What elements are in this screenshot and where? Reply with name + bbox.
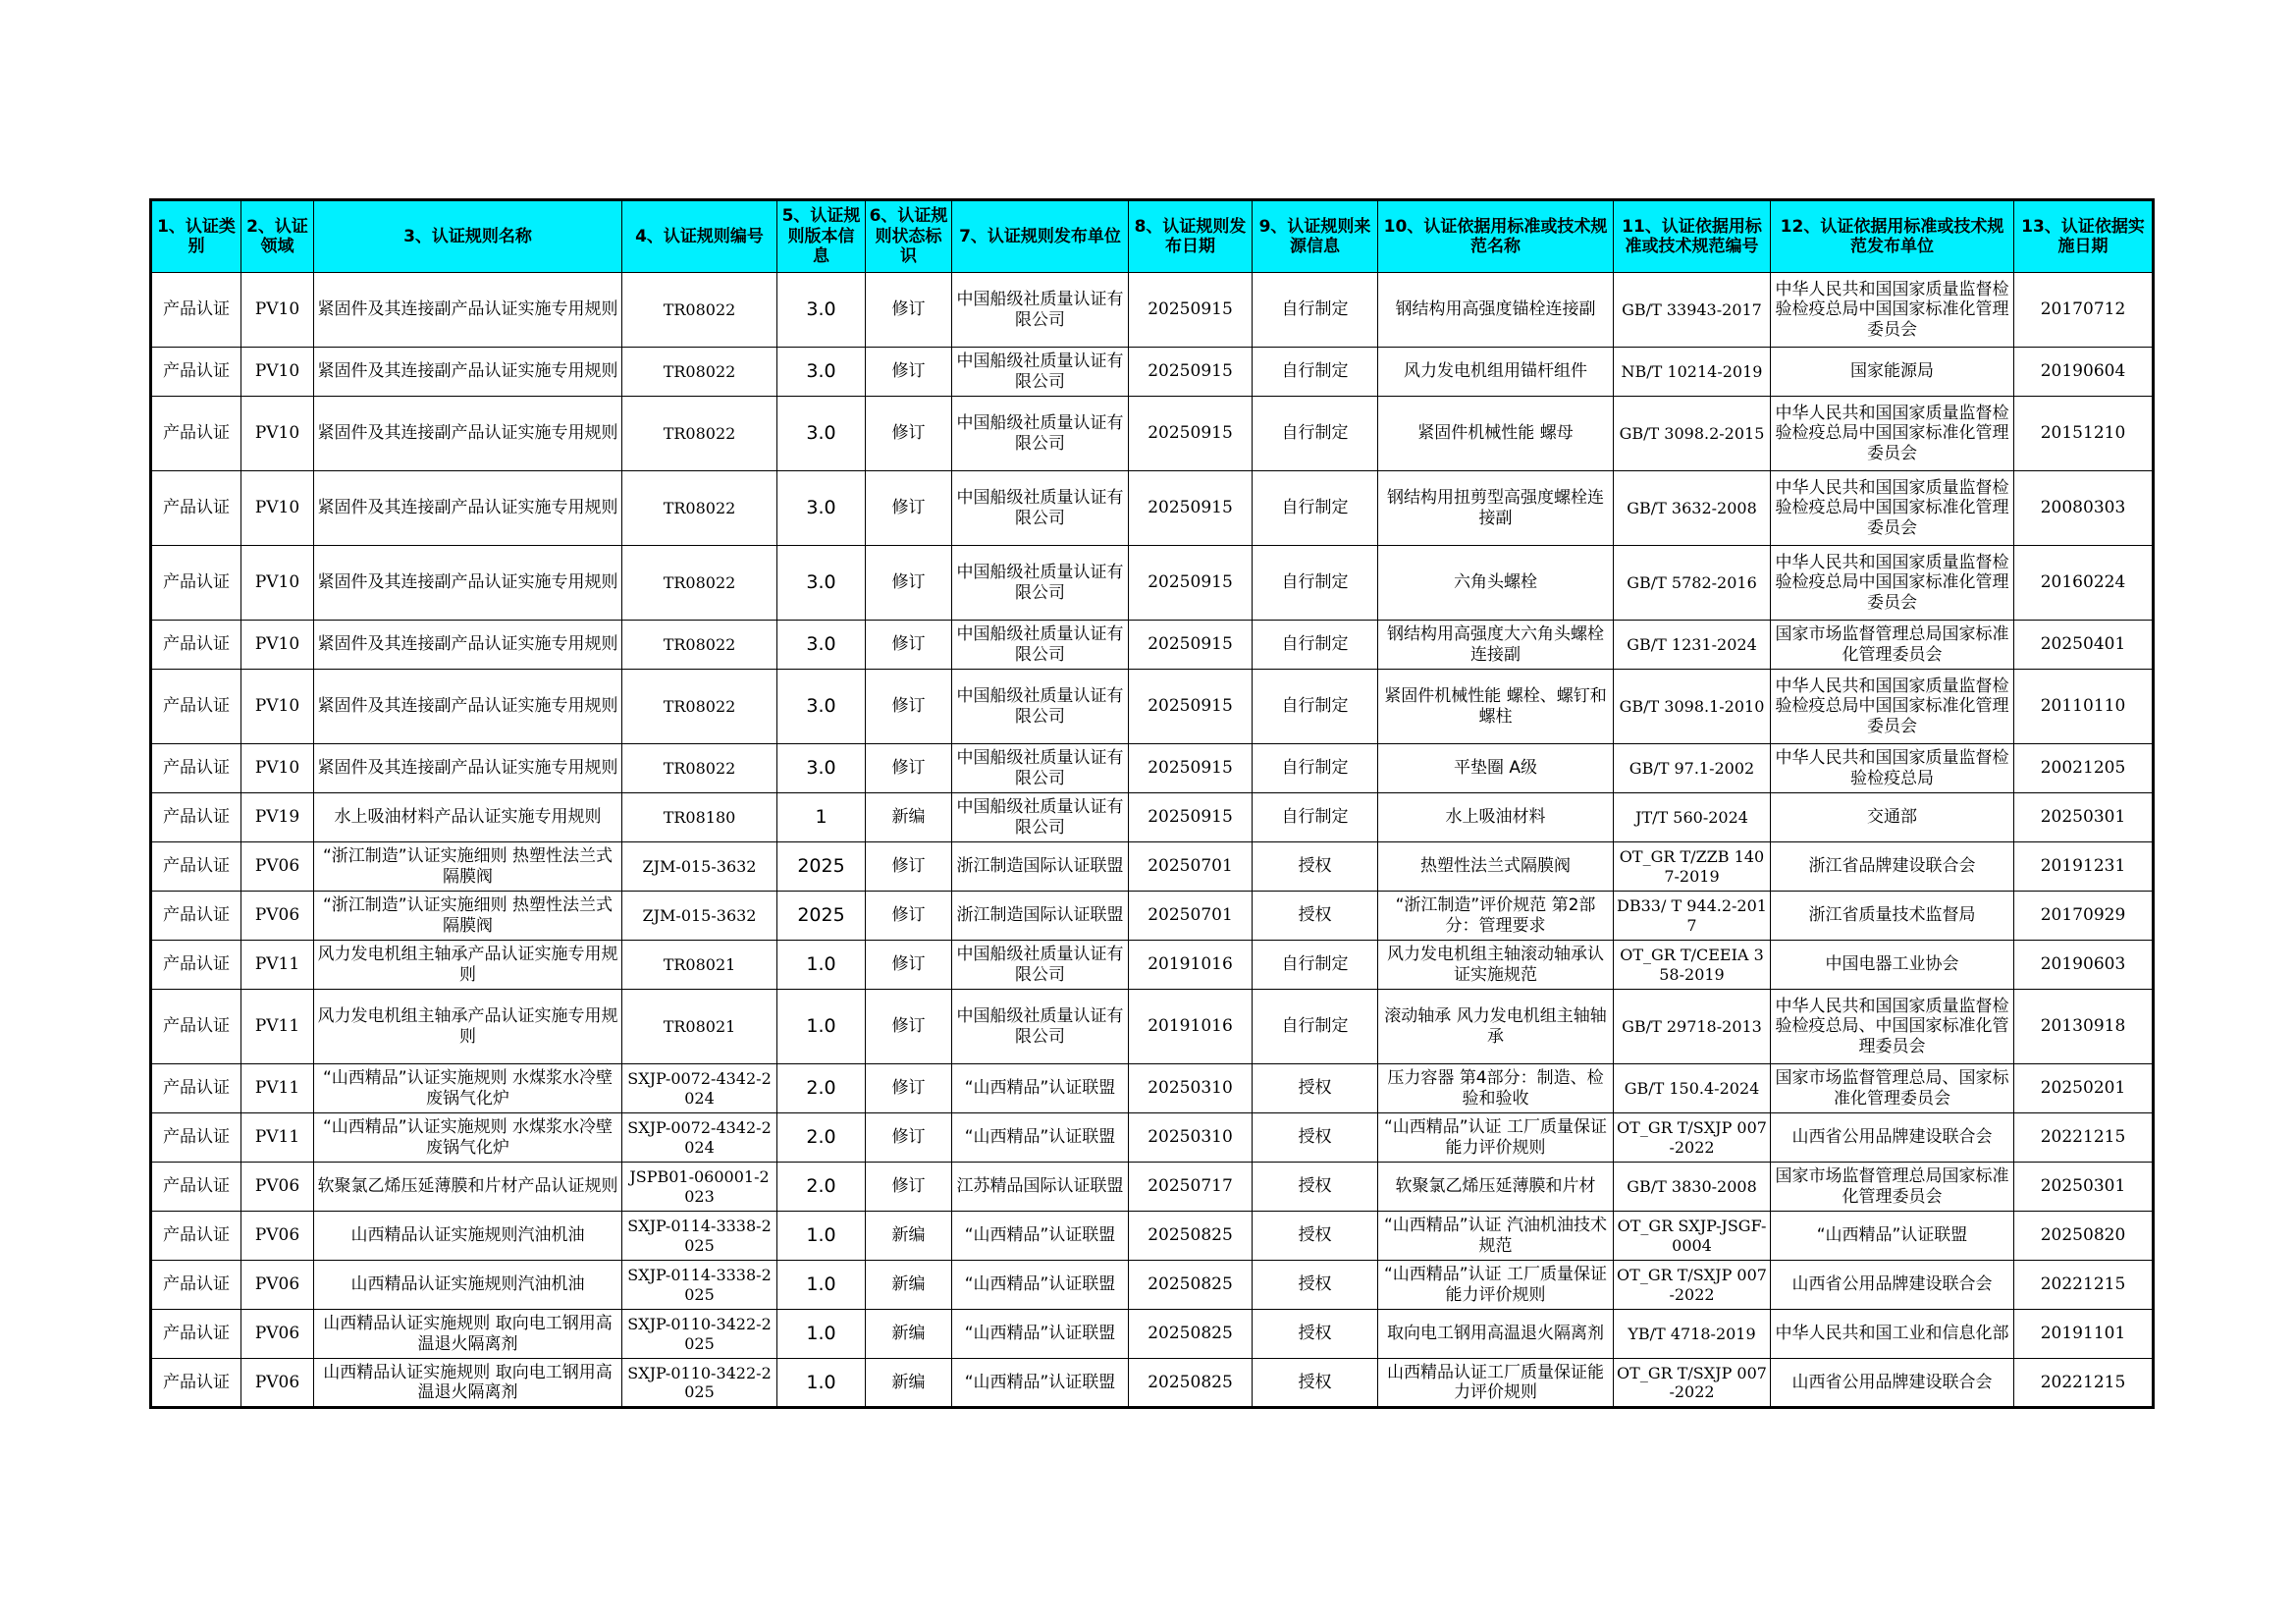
cell-standard-name: 六角头螺栓 bbox=[1378, 546, 1614, 621]
cell-rule-name: 紧固件及其连接副产品认证实施专用规则 bbox=[314, 273, 622, 348]
cell-rule-status: 修订 bbox=[866, 941, 952, 990]
cell-rule-code: SXJP-0110-3422-2025 bbox=[622, 1310, 777, 1359]
cell-standard-name: 滚动轴承 风力发电机组主轴轴承 bbox=[1378, 990, 1614, 1064]
cell-rule-code: SXJP-0114-3338-2025 bbox=[622, 1212, 777, 1261]
cell-rule-version: 1.0 bbox=[777, 1261, 866, 1310]
cell-standard-publisher: 山西省公用品牌建设联合会 bbox=[1771, 1261, 2014, 1310]
cell-rule-status: 修订 bbox=[866, 1113, 952, 1163]
cell-field: PV10 bbox=[241, 273, 314, 348]
cell-standard-publisher: 国家市场监督管理总局国家标准化管理委员会 bbox=[1771, 621, 2014, 670]
cell-rule-version: 1.0 bbox=[777, 941, 866, 990]
cell-rule-publish-date: 20250310 bbox=[1129, 1064, 1253, 1113]
cell-rule-source: 自行制定 bbox=[1253, 471, 1378, 546]
cell-standard-name: 风力发电机组用锚杆组件 bbox=[1378, 348, 1614, 397]
cell-effective-date: 20221215 bbox=[2014, 1261, 2154, 1310]
cell-rule-source: 自行制定 bbox=[1253, 621, 1378, 670]
cell-rule-name: 风力发电机组主轴承产品认证实施专用规则 bbox=[314, 990, 622, 1064]
cell-rule-name: “山西精品”认证实施规则 水煤浆水冷壁废锅气化炉 bbox=[314, 1113, 622, 1163]
table-header-row bbox=[151, 200, 2154, 273]
cell-standard-publisher: 中华人民共和国国家质量监督检验检疫总局中国国家标准化管理委员会 bbox=[1771, 670, 2014, 744]
cell-category: 产品认证 bbox=[151, 1163, 241, 1212]
cell-standard-name: 山西精品认证工厂质量保证能力评价规则 bbox=[1378, 1359, 1614, 1408]
cell-rule-publisher: “山西精品”认证联盟 bbox=[952, 1064, 1129, 1113]
cell-rule-publisher: “山西精品”认证联盟 bbox=[952, 1261, 1129, 1310]
cell-rule-publish-date: 20250701 bbox=[1129, 892, 1253, 941]
cell-standard-code: JT/T 560-2024 bbox=[1614, 793, 1771, 842]
cell-standard-name: 紧固件机械性能 螺母 bbox=[1378, 397, 1614, 471]
cell-category: 产品认证 bbox=[151, 546, 241, 621]
cell-rule-code: TR08022 bbox=[622, 348, 777, 397]
cell-category: 产品认证 bbox=[151, 744, 241, 793]
cell-rule-source: 自行制定 bbox=[1253, 941, 1378, 990]
cell-rule-source: 授权 bbox=[1253, 1064, 1378, 1113]
cell-rule-source: 授权 bbox=[1253, 1359, 1378, 1408]
cell-rule-source: 自行制定 bbox=[1253, 397, 1378, 471]
cell-rule-status: 修订 bbox=[866, 842, 952, 892]
cell-rule-source: 自行制定 bbox=[1253, 793, 1378, 842]
cell-rule-publisher: 浙江制造国际认证联盟 bbox=[952, 842, 1129, 892]
cell-rule-name: 紧固件及其连接副产品认证实施专用规则 bbox=[314, 621, 622, 670]
cell-rule-publisher: “山西精品”认证联盟 bbox=[952, 1113, 1129, 1163]
cell-rule-publisher: 中国船级社质量认证有限公司 bbox=[952, 273, 1129, 348]
cell-effective-date: 20021205 bbox=[2014, 744, 2154, 793]
cell-rule-publisher: 中国船级社质量认证有限公司 bbox=[952, 471, 1129, 546]
cell-rule-version: 3.0 bbox=[777, 471, 866, 546]
cell-rule-version: 2025 bbox=[777, 892, 866, 941]
cell-standard-publisher: 中华人民共和国国家质量监督检验检疫总局、中国国家标准化管理委员会 bbox=[1771, 990, 2014, 1064]
cell-rule-code: TR08021 bbox=[622, 941, 777, 990]
cell-rule-source: 授权 bbox=[1253, 1212, 1378, 1261]
cell-effective-date: 20250301 bbox=[2014, 1163, 2154, 1212]
cell-category: 产品认证 bbox=[151, 793, 241, 842]
cell-rule-publish-date: 20250825 bbox=[1129, 1310, 1253, 1359]
cell-rule-publish-date: 20191016 bbox=[1129, 990, 1253, 1064]
header-effective-date: 13、认证依据实施日期 bbox=[2014, 200, 2154, 273]
cell-rule-name: 山西精品认证实施规则汽油机油 bbox=[314, 1212, 622, 1261]
cell-rule-code: SXJP-0072-4342-2024 bbox=[622, 1113, 777, 1163]
cell-rule-source: 自行制定 bbox=[1253, 273, 1378, 348]
cell-standard-code: OT_GR T/CEEIA 358-2019 bbox=[1614, 941, 1771, 990]
cell-rule-status: 修订 bbox=[866, 471, 952, 546]
cell-category: 产品认证 bbox=[151, 1359, 241, 1408]
cell-effective-date: 20191231 bbox=[2014, 842, 2154, 892]
cell-field: PV11 bbox=[241, 1113, 314, 1163]
cell-standard-publisher: 中华人民共和国国家质量监督检验检疫总局中国国家标准化管理委员会 bbox=[1771, 273, 2014, 348]
certification-rules-table bbox=[149, 198, 2155, 1409]
cell-standard-code: OT_GR T/ZZB 1407-2019 bbox=[1614, 842, 1771, 892]
header-category: 1、认证类别 bbox=[151, 200, 241, 273]
cell-standard-code: OT_GR T/SXJP 007-2022 bbox=[1614, 1113, 1771, 1163]
cell-rule-code: TR08022 bbox=[622, 744, 777, 793]
cell-field: PV06 bbox=[241, 842, 314, 892]
cell-effective-date: 20250201 bbox=[2014, 1064, 2154, 1113]
cell-rule-version: 3.0 bbox=[777, 397, 866, 471]
cell-effective-date: 20110110 bbox=[2014, 670, 2154, 744]
cell-rule-name: 紧固件及其连接副产品认证实施专用规则 bbox=[314, 471, 622, 546]
cell-rule-source: 授权 bbox=[1253, 1113, 1378, 1163]
table-row bbox=[151, 842, 2154, 892]
table-row bbox=[151, 1261, 2154, 1310]
cell-standard-code: GB/T 150.4-2024 bbox=[1614, 1064, 1771, 1113]
cell-rule-version: 3.0 bbox=[777, 273, 866, 348]
cell-effective-date: 20190603 bbox=[2014, 941, 2154, 990]
cell-rule-version: 2.0 bbox=[777, 1113, 866, 1163]
cell-rule-publisher: 中国船级社质量认证有限公司 bbox=[952, 941, 1129, 990]
cell-rule-publish-date: 20250915 bbox=[1129, 546, 1253, 621]
cell-standard-publisher: 山西省公用品牌建设联合会 bbox=[1771, 1113, 2014, 1163]
cell-standard-code: NB/T 10214-2019 bbox=[1614, 348, 1771, 397]
table-row bbox=[151, 546, 2154, 621]
cell-effective-date: 20190604 bbox=[2014, 348, 2154, 397]
cell-effective-date: 20151210 bbox=[2014, 397, 2154, 471]
cell-rule-status: 新编 bbox=[866, 1359, 952, 1408]
cell-rule-code: TR08022 bbox=[622, 397, 777, 471]
cell-rule-status: 新编 bbox=[866, 1310, 952, 1359]
cell-category: 产品认证 bbox=[151, 892, 241, 941]
cell-rule-source: 授权 bbox=[1253, 892, 1378, 941]
cell-category: 产品认证 bbox=[151, 1310, 241, 1359]
cell-rule-publisher: 中国船级社质量认证有限公司 bbox=[952, 793, 1129, 842]
cell-rule-name: 山西精品认证实施规则 取向电工钢用高温退火隔离剂 bbox=[314, 1310, 622, 1359]
cell-rule-name: 软聚氯乙烯压延薄膜和片材产品认证规则 bbox=[314, 1163, 622, 1212]
cell-standard-name: “山西精品”认证 工厂质量保证能力评价规则 bbox=[1378, 1113, 1614, 1163]
cell-rule-status: 新编 bbox=[866, 793, 952, 842]
cell-standard-name: 软聚氯乙烯压延薄膜和片材 bbox=[1378, 1163, 1614, 1212]
cell-standard-publisher: 中华人民共和国国家质量监督检验检疫总局中国国家标准化管理委员会 bbox=[1771, 397, 2014, 471]
cell-standard-name: 钢结构用高强度大六角头螺栓连接副 bbox=[1378, 621, 1614, 670]
cell-rule-status: 修订 bbox=[866, 397, 952, 471]
cell-standard-publisher: “山西精品”认证联盟 bbox=[1771, 1212, 2014, 1261]
cell-rule-publish-date: 20250915 bbox=[1129, 793, 1253, 842]
cell-rule-publisher: 浙江制造国际认证联盟 bbox=[952, 892, 1129, 941]
cell-field: PV10 bbox=[241, 471, 314, 546]
cell-rule-version: 1.0 bbox=[777, 1359, 866, 1408]
cell-rule-publisher: 中国船级社质量认证有限公司 bbox=[952, 621, 1129, 670]
cell-rule-code: SXJP-0110-3422-2025 bbox=[622, 1359, 777, 1408]
cell-category: 产品认证 bbox=[151, 941, 241, 990]
cell-rule-version: 1 bbox=[777, 793, 866, 842]
cell-rule-version: 2.0 bbox=[777, 1064, 866, 1113]
table-row bbox=[151, 1359, 2154, 1408]
cell-rule-publisher: “山西精品”认证联盟 bbox=[952, 1212, 1129, 1261]
cell-rule-code: TR08180 bbox=[622, 793, 777, 842]
cell-rule-version: 3.0 bbox=[777, 546, 866, 621]
cell-rule-publisher: 中国船级社质量认证有限公司 bbox=[952, 990, 1129, 1064]
cell-field: PV11 bbox=[241, 990, 314, 1064]
table-row bbox=[151, 397, 2154, 471]
cell-standard-publisher: 中华人民共和国国家质量监督检验检疫总局 bbox=[1771, 744, 2014, 793]
cell-category: 产品认证 bbox=[151, 842, 241, 892]
header-rule-version: 5、认证规则版本信息 bbox=[777, 200, 866, 273]
header-field: 2、认证领域 bbox=[241, 200, 314, 273]
cell-rule-name: 水上吸油材料产品认证实施专用规则 bbox=[314, 793, 622, 842]
cell-rule-publish-date: 20250915 bbox=[1129, 273, 1253, 348]
cell-field: PV06 bbox=[241, 892, 314, 941]
cell-rule-publisher: 中国船级社质量认证有限公司 bbox=[952, 397, 1129, 471]
cell-rule-name: 山西精品认证实施规则 取向电工钢用高温退火隔离剂 bbox=[314, 1359, 622, 1408]
cell-field: PV06 bbox=[241, 1310, 314, 1359]
cell-rule-publish-date: 20250915 bbox=[1129, 471, 1253, 546]
cell-rule-name: 紧固件及其连接副产品认证实施专用规则 bbox=[314, 546, 622, 621]
header-rule-name: 3、认证规则名称 bbox=[314, 200, 622, 273]
cell-standard-code: YB/T 4718-2019 bbox=[1614, 1310, 1771, 1359]
cell-rule-status: 修订 bbox=[866, 1163, 952, 1212]
cell-rule-source: 授权 bbox=[1253, 842, 1378, 892]
cell-rule-publisher: 中国船级社质量认证有限公司 bbox=[952, 348, 1129, 397]
cell-standard-publisher: 浙江省品牌建设联合会 bbox=[1771, 842, 2014, 892]
table-row bbox=[151, 1212, 2154, 1261]
cell-field: PV10 bbox=[241, 621, 314, 670]
cell-rule-code: TR08022 bbox=[622, 621, 777, 670]
cell-rule-publish-date: 20250915 bbox=[1129, 621, 1253, 670]
cell-rule-status: 修订 bbox=[866, 621, 952, 670]
cell-standard-publisher: 中华人民共和国工业和信息化部 bbox=[1771, 1310, 2014, 1359]
header-standard-code: 11、认证依据用标准或技术规范编号 bbox=[1614, 200, 1771, 273]
cell-standard-name: 钢结构用高强度锚栓连接副 bbox=[1378, 273, 1614, 348]
header-rule-publisher: 7、认证规则发布单位 bbox=[952, 200, 1129, 273]
cell-rule-name: 风力发电机组主轴承产品认证实施专用规则 bbox=[314, 941, 622, 990]
header-rule-publish-date: 8、认证规则发布日期 bbox=[1129, 200, 1253, 273]
header-standard-publisher: 12、认证依据用标准或技术规范发布单位 bbox=[1771, 200, 2014, 273]
table-body bbox=[151, 273, 2154, 1408]
table-row bbox=[151, 348, 2154, 397]
cell-rule-publisher: 中国船级社质量认证有限公司 bbox=[952, 546, 1129, 621]
cell-standard-publisher: 浙江省质量技术监督局 bbox=[1771, 892, 2014, 941]
table-row bbox=[151, 744, 2154, 793]
cell-field: PV11 bbox=[241, 1064, 314, 1113]
cell-field: PV10 bbox=[241, 348, 314, 397]
cell-field: PV19 bbox=[241, 793, 314, 842]
cell-rule-source: 自行制定 bbox=[1253, 546, 1378, 621]
cell-rule-publisher: “山西精品”认证联盟 bbox=[952, 1310, 1129, 1359]
cell-standard-name: 紧固件机械性能 螺栓、螺钉和螺柱 bbox=[1378, 670, 1614, 744]
cell-standard-publisher: 国家能源局 bbox=[1771, 348, 2014, 397]
cell-standard-code: DB33/ T 944.2-2017 bbox=[1614, 892, 1771, 941]
cell-rule-code: TR08022 bbox=[622, 273, 777, 348]
cell-rule-publisher: 中国船级社质量认证有限公司 bbox=[952, 670, 1129, 744]
cell-rule-status: 修订 bbox=[866, 273, 952, 348]
cell-rule-source: 自行制定 bbox=[1253, 670, 1378, 744]
header-rule-code: 4、认证规则编号 bbox=[622, 200, 777, 273]
cell-rule-publish-date: 20250701 bbox=[1129, 842, 1253, 892]
cell-category: 产品认证 bbox=[151, 273, 241, 348]
cell-field: PV10 bbox=[241, 670, 314, 744]
cell-standard-publisher: 中华人民共和国国家质量监督检验检疫总局中国国家标准化管理委员会 bbox=[1771, 471, 2014, 546]
cell-effective-date: 20160224 bbox=[2014, 546, 2154, 621]
table-row bbox=[151, 990, 2154, 1064]
cell-rule-publish-date: 20250915 bbox=[1129, 670, 1253, 744]
cell-standard-code: GB/T 3098.1-2010 bbox=[1614, 670, 1771, 744]
cell-rule-code: SXJP-0072-4342-2024 bbox=[622, 1064, 777, 1113]
cell-rule-name: “浙江制造”认证实施细则 热塑性法兰式隔膜阀 bbox=[314, 842, 622, 892]
cell-rule-name: 紧固件及其连接副产品认证实施专用规则 bbox=[314, 670, 622, 744]
cell-rule-publish-date: 20250915 bbox=[1129, 744, 1253, 793]
cell-field: PV06 bbox=[241, 1163, 314, 1212]
cell-category: 产品认证 bbox=[151, 471, 241, 546]
table-row bbox=[151, 1064, 2154, 1113]
cell-standard-code: GB/T 29718-2013 bbox=[1614, 990, 1771, 1064]
cell-rule-publish-date: 20250717 bbox=[1129, 1163, 1253, 1212]
cell-rule-status: 修订 bbox=[866, 670, 952, 744]
cell-standard-publisher: 国家市场监督管理总局、国家标准化管理委员会 bbox=[1771, 1064, 2014, 1113]
cell-rule-publish-date: 20250825 bbox=[1129, 1261, 1253, 1310]
cell-rule-version: 3.0 bbox=[777, 348, 866, 397]
cell-standard-code: GB/T 3632-2008 bbox=[1614, 471, 1771, 546]
cell-standard-name: 风力发电机组主轴滚动轴承认证实施规范 bbox=[1378, 941, 1614, 990]
cell-standard-code: GB/T 3830-2008 bbox=[1614, 1163, 1771, 1212]
cell-rule-publish-date: 20250825 bbox=[1129, 1359, 1253, 1408]
cell-field: PV10 bbox=[241, 397, 314, 471]
cell-category: 产品认证 bbox=[151, 670, 241, 744]
cell-effective-date: 20080303 bbox=[2014, 471, 2154, 546]
cell-standard-name: “浙江制造”评价规范 第2部分：管理要求 bbox=[1378, 892, 1614, 941]
cell-standard-publisher: 山西省公用品牌建设联合会 bbox=[1771, 1359, 2014, 1408]
cell-effective-date: 20170929 bbox=[2014, 892, 2154, 941]
table-row bbox=[151, 1113, 2154, 1163]
cell-standard-code: OT_GR T/SXJP 007-2022 bbox=[1614, 1261, 1771, 1310]
cell-rule-version: 3.0 bbox=[777, 670, 866, 744]
header-standard-name: 10、认证依据用标准或技术规范名称 bbox=[1378, 200, 1614, 273]
cell-rule-publish-date: 20250310 bbox=[1129, 1113, 1253, 1163]
cell-rule-code: TR08022 bbox=[622, 471, 777, 546]
cell-field: PV11 bbox=[241, 941, 314, 990]
table-row bbox=[151, 1163, 2154, 1212]
cell-rule-version: 3.0 bbox=[777, 621, 866, 670]
cell-effective-date: 20250820 bbox=[2014, 1212, 2154, 1261]
cell-rule-version: 1.0 bbox=[777, 1310, 866, 1359]
table-row bbox=[151, 471, 2154, 546]
table-row bbox=[151, 793, 2154, 842]
cell-standard-code: GB/T 33943-2017 bbox=[1614, 273, 1771, 348]
cell-category: 产品认证 bbox=[151, 397, 241, 471]
cell-standard-name: 取向电工钢用高温退火隔离剂 bbox=[1378, 1310, 1614, 1359]
cell-rule-code: ZJM-015-3632 bbox=[622, 842, 777, 892]
cell-category: 产品认证 bbox=[151, 621, 241, 670]
cell-standard-code: GB/T 5782-2016 bbox=[1614, 546, 1771, 621]
cell-rule-status: 修订 bbox=[866, 348, 952, 397]
cell-standard-name: 平垫圈 A级 bbox=[1378, 744, 1614, 793]
cell-category: 产品认证 bbox=[151, 1064, 241, 1113]
cell-standard-publisher: 中国电器工业协会 bbox=[1771, 941, 2014, 990]
cell-rule-publish-date: 20250825 bbox=[1129, 1212, 1253, 1261]
table-row bbox=[151, 670, 2154, 744]
cell-rule-status: 修订 bbox=[866, 1064, 952, 1113]
cell-effective-date: 20250401 bbox=[2014, 621, 2154, 670]
cell-standard-name: 钢结构用扭剪型高强度螺栓连接副 bbox=[1378, 471, 1614, 546]
cell-rule-code: TR08021 bbox=[622, 990, 777, 1064]
cell-rule-name: “浙江制造”认证实施细则 热塑性法兰式隔膜阀 bbox=[314, 892, 622, 941]
cell-rule-publisher: 中国船级社质量认证有限公司 bbox=[952, 744, 1129, 793]
cell-standard-name: 热塑性法兰式隔膜阀 bbox=[1378, 842, 1614, 892]
cell-effective-date: 20221215 bbox=[2014, 1113, 2154, 1163]
cell-rule-code: JSPB01-060001-2023 bbox=[622, 1163, 777, 1212]
cell-rule-source: 授权 bbox=[1253, 1310, 1378, 1359]
cell-rule-name: 紧固件及其连接副产品认证实施专用规则 bbox=[314, 744, 622, 793]
cell-rule-status: 修订 bbox=[866, 990, 952, 1064]
cell-rule-source: 授权 bbox=[1253, 1261, 1378, 1310]
cell-rule-source: 授权 bbox=[1253, 1163, 1378, 1212]
cell-rule-status: 修订 bbox=[866, 546, 952, 621]
cell-standard-code: GB/T 97.1-2002 bbox=[1614, 744, 1771, 793]
cell-standard-name: 水上吸油材料 bbox=[1378, 793, 1614, 842]
table-row bbox=[151, 273, 2154, 348]
cell-rule-code: TR08022 bbox=[622, 546, 777, 621]
cell-rule-status: 修订 bbox=[866, 892, 952, 941]
table-row bbox=[151, 892, 2154, 941]
cell-rule-name: 紧固件及其连接副产品认证实施专用规则 bbox=[314, 397, 622, 471]
cell-category: 产品认证 bbox=[151, 1113, 241, 1163]
cell-standard-code: OT_GR SXJP-JSGF-0004 bbox=[1614, 1212, 1771, 1261]
cell-effective-date: 20191101 bbox=[2014, 1310, 2154, 1359]
cell-rule-version: 1.0 bbox=[777, 990, 866, 1064]
header-rule-status: 6、认证规则状态标识 bbox=[866, 200, 952, 273]
cell-rule-code: TR08022 bbox=[622, 670, 777, 744]
cell-rule-publisher: 江苏精品国际认证联盟 bbox=[952, 1163, 1129, 1212]
cell-rule-publish-date: 20250915 bbox=[1129, 348, 1253, 397]
cell-effective-date: 20170712 bbox=[2014, 273, 2154, 348]
cell-rule-code: ZJM-015-3632 bbox=[622, 892, 777, 941]
table-row bbox=[151, 941, 2154, 990]
cell-field: PV06 bbox=[241, 1212, 314, 1261]
cell-standard-publisher: 交通部 bbox=[1771, 793, 2014, 842]
cell-effective-date: 20221215 bbox=[2014, 1359, 2154, 1408]
table-row bbox=[151, 621, 2154, 670]
cell-standard-code: GB/T 1231-2024 bbox=[1614, 621, 1771, 670]
cell-category: 产品认证 bbox=[151, 1212, 241, 1261]
cell-effective-date: 20130918 bbox=[2014, 990, 2154, 1064]
table-row bbox=[151, 1310, 2154, 1359]
cell-standard-publisher: 国家市场监督管理总局国家标准化管理委员会 bbox=[1771, 1163, 2014, 1212]
cell-rule-publish-date: 20191016 bbox=[1129, 941, 1253, 990]
cell-standard-name: “山西精品”认证 工厂质量保证能力评价规则 bbox=[1378, 1261, 1614, 1310]
cell-rule-status: 修订 bbox=[866, 744, 952, 793]
cell-field: PV10 bbox=[241, 546, 314, 621]
cell-rule-publish-date: 20250915 bbox=[1129, 397, 1253, 471]
cell-category: 产品认证 bbox=[151, 990, 241, 1064]
cell-rule-source: 自行制定 bbox=[1253, 744, 1378, 793]
cell-rule-version: 2025 bbox=[777, 842, 866, 892]
cell-rule-status: 新编 bbox=[866, 1261, 952, 1310]
cell-field: PV06 bbox=[241, 1261, 314, 1310]
cell-rule-source: 自行制定 bbox=[1253, 990, 1378, 1064]
cell-rule-source: 自行制定 bbox=[1253, 348, 1378, 397]
cell-effective-date: 20250301 bbox=[2014, 793, 2154, 842]
cell-rule-name: “山西精品”认证实施规则 水煤浆水冷壁废锅气化炉 bbox=[314, 1064, 622, 1113]
cell-rule-code: SXJP-0114-3338-2025 bbox=[622, 1261, 777, 1310]
cell-standard-publisher: 中华人民共和国国家质量监督检验检疫总局中国国家标准化管理委员会 bbox=[1771, 546, 2014, 621]
cell-rule-name: 山西精品认证实施规则汽油机油 bbox=[314, 1261, 622, 1310]
cell-standard-name: 压力容器 第4部分：制造、检验和验收 bbox=[1378, 1064, 1614, 1113]
cell-rule-version: 3.0 bbox=[777, 744, 866, 793]
cell-rule-version: 2.0 bbox=[777, 1163, 866, 1212]
cell-field: PV10 bbox=[241, 744, 314, 793]
cell-standard-code: OT_GR T/SXJP 007-2022 bbox=[1614, 1359, 1771, 1408]
cell-category: 产品认证 bbox=[151, 348, 241, 397]
cell-field: PV06 bbox=[241, 1359, 314, 1408]
cell-rule-version: 1.0 bbox=[777, 1212, 866, 1261]
cell-rule-name: 紧固件及其连接副产品认证实施专用规则 bbox=[314, 348, 622, 397]
cell-standard-code: GB/T 3098.2-2015 bbox=[1614, 397, 1771, 471]
cell-rule-publisher: “山西精品”认证联盟 bbox=[952, 1359, 1129, 1408]
cell-rule-status: 新编 bbox=[866, 1212, 952, 1261]
cell-standard-name: “山西精品”认证 汽油机油技术规范 bbox=[1378, 1212, 1614, 1261]
cell-category: 产品认证 bbox=[151, 1261, 241, 1310]
header-rule-source: 9、认证规则来源信息 bbox=[1253, 200, 1378, 273]
